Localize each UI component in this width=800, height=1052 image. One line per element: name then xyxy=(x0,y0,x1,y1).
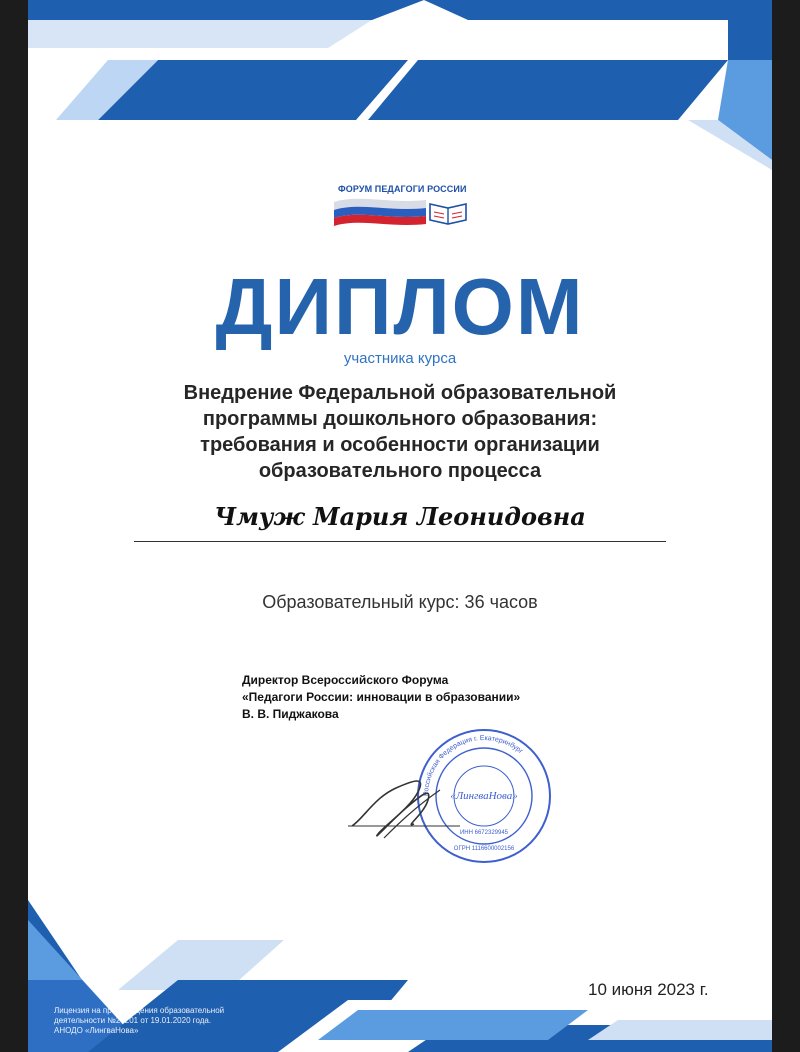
course-line: программы дошкольного образования: xyxy=(202,408,598,430)
stamp-center-text: «ЛингваНова» xyxy=(450,790,518,802)
license-line: Лицензия на право ведения образовательной xyxy=(54,1006,225,1015)
director-line: Директор Всероссийского Форума xyxy=(242,673,449,687)
stamp-ring-text: Российская Федерация г. Екатеринбург xyxy=(422,734,524,797)
director-line: «Педагоги России: инновации в образовании» xyxy=(242,690,521,704)
recipient-name: Чмуж Мария Леонидовна xyxy=(214,502,586,531)
diploma-title: ДИПЛОМ xyxy=(215,262,585,351)
license-info xyxy=(54,1006,224,1036)
flag-book-icon xyxy=(330,194,475,230)
issue-date: 10 июня 2023 г. xyxy=(588,980,709,999)
signature xyxy=(344,768,464,848)
logo-text: ФОРУМ ПЕДАГОГИ РОССИИ xyxy=(338,184,467,194)
stamp-ogrn-text: ОГРН 1116600002156 xyxy=(453,846,515,852)
course-line: требования и особенности организации xyxy=(200,434,600,456)
name-underline xyxy=(134,541,666,542)
diploma-subtitle: участника курса xyxy=(343,350,457,367)
forum-logo xyxy=(330,182,475,230)
course-title xyxy=(88,380,712,484)
course-line: образовательного процесса xyxy=(258,460,542,482)
course-hours: Образовательный курс: 36 часов xyxy=(262,592,538,612)
license-line: АНОДО «ЛингваНова» xyxy=(54,1026,139,1035)
course-line: Внедрение Федеральной образовательной xyxy=(183,382,617,404)
diploma-page xyxy=(28,0,772,1052)
director-block xyxy=(242,672,520,723)
director-name: В. В. Пиджакова xyxy=(242,707,339,721)
stamp-inn-text: ИНН 6672329945 xyxy=(459,830,509,836)
license-line: деятельности №20201 от 19.01.2020 года. xyxy=(54,1016,212,1025)
